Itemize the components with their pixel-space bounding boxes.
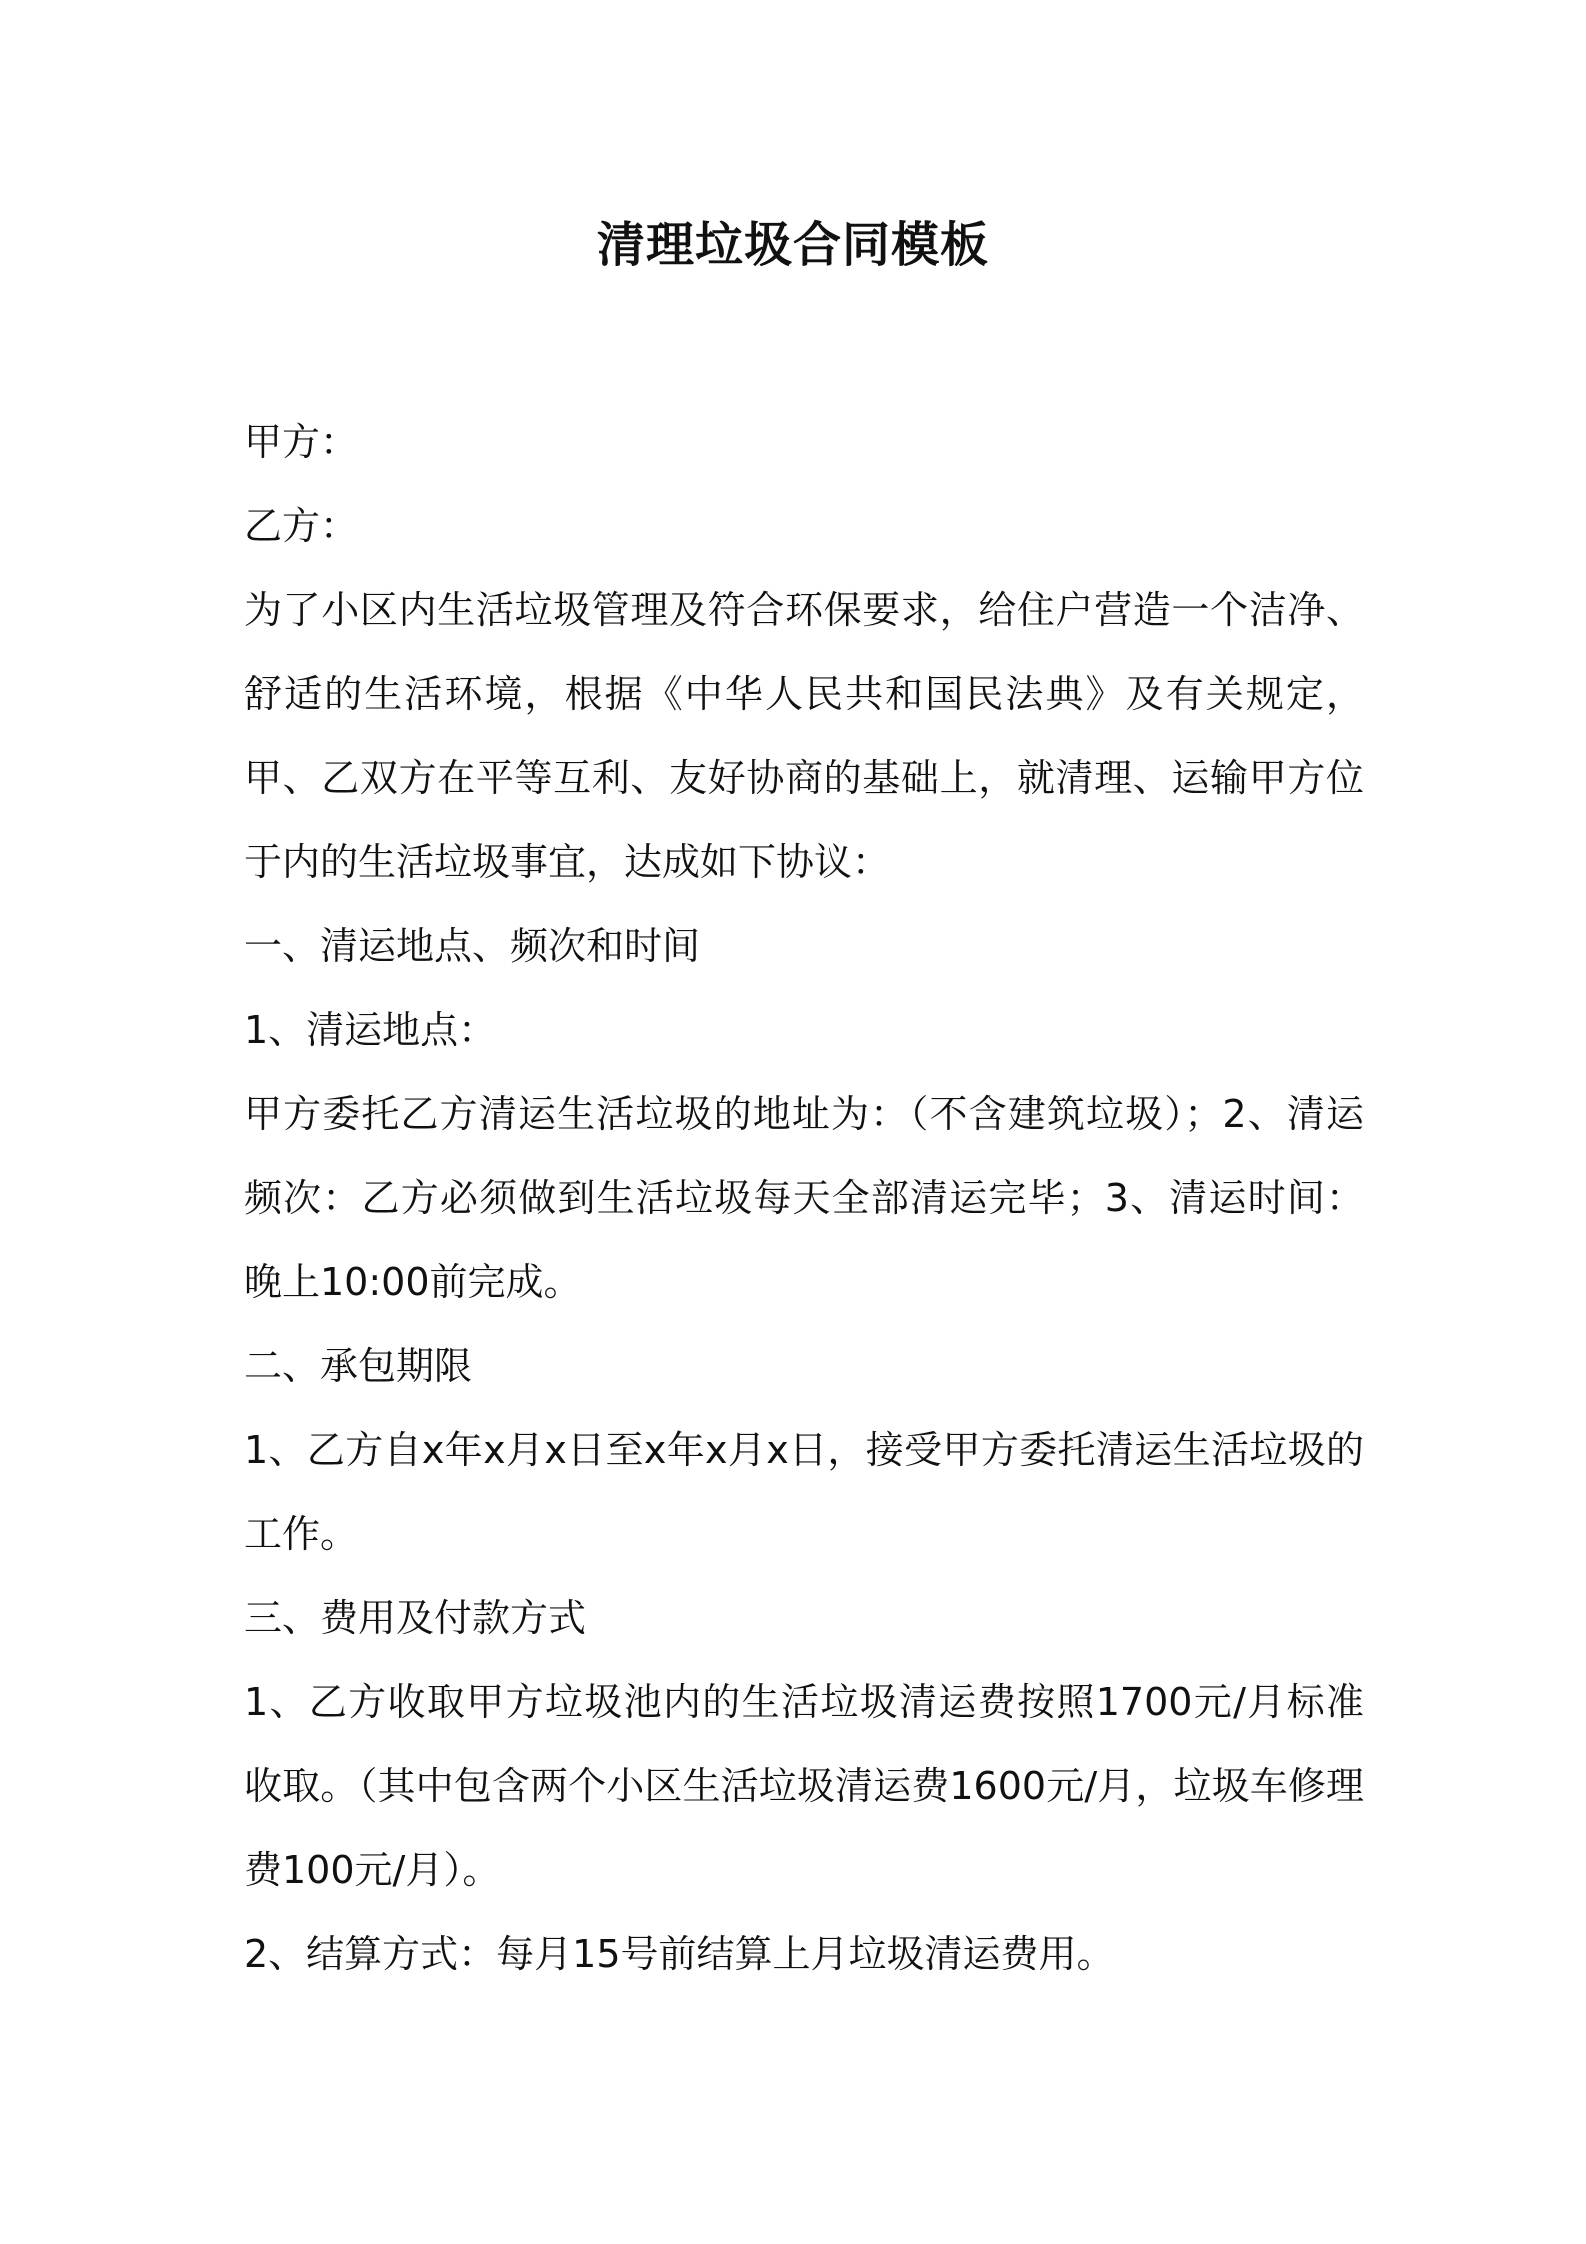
document-title: 清理垃圾合同模板 xyxy=(596,217,989,273)
party-a-line: 甲方： xyxy=(244,420,359,464)
section-1-heading: 一、清运地点、频次和时间 xyxy=(244,924,701,968)
clause-2-1: 1、乙方自x年x月x日至x年x月x日，接受甲方委托清运生活垃圾的工作。 xyxy=(244,1428,1364,1556)
document-body xyxy=(244,400,1364,1996)
party-b-line: 乙方： xyxy=(244,504,359,548)
clause-1-1: 1、清运地点： xyxy=(244,1008,497,1052)
clause-3-1: 1、乙方收取甲方垃圾池内的生活垃圾清运费按照1700元/月标准收取。（其中包含两个小区生活垃圾清运费1600元/月，垃圾车修理费100元/月）。 xyxy=(244,1680,1364,1892)
clause-1-detail: 甲方委托乙方清运生活垃圾的地址为：（不含建筑垃圾）；2、清运频次：乙方必须做到生活垃圾每天全部清运完毕；3、清运时间：晚上10:00前完成。 xyxy=(244,1092,1364,1304)
section-2-heading: 二、承包期限 xyxy=(244,1344,473,1388)
section-3-heading: 三、费用及付款方式 xyxy=(244,1596,587,1640)
clause-3-2: 2、结算方式：每月15号前结算上月垃圾清运费用。 xyxy=(244,1932,1115,1976)
preamble-paragraph: 为了小区内生活垃圾管理及符合环保要求，给住户营造一个洁净、舒适的生活环境，根据《中华人民共和国民法典》及有关规定，甲、乙双方在平等互利、友好协商的基础上，就清理、运输甲方位于内的生活垃圾事宜，达成如下协议： xyxy=(244,588,1364,884)
